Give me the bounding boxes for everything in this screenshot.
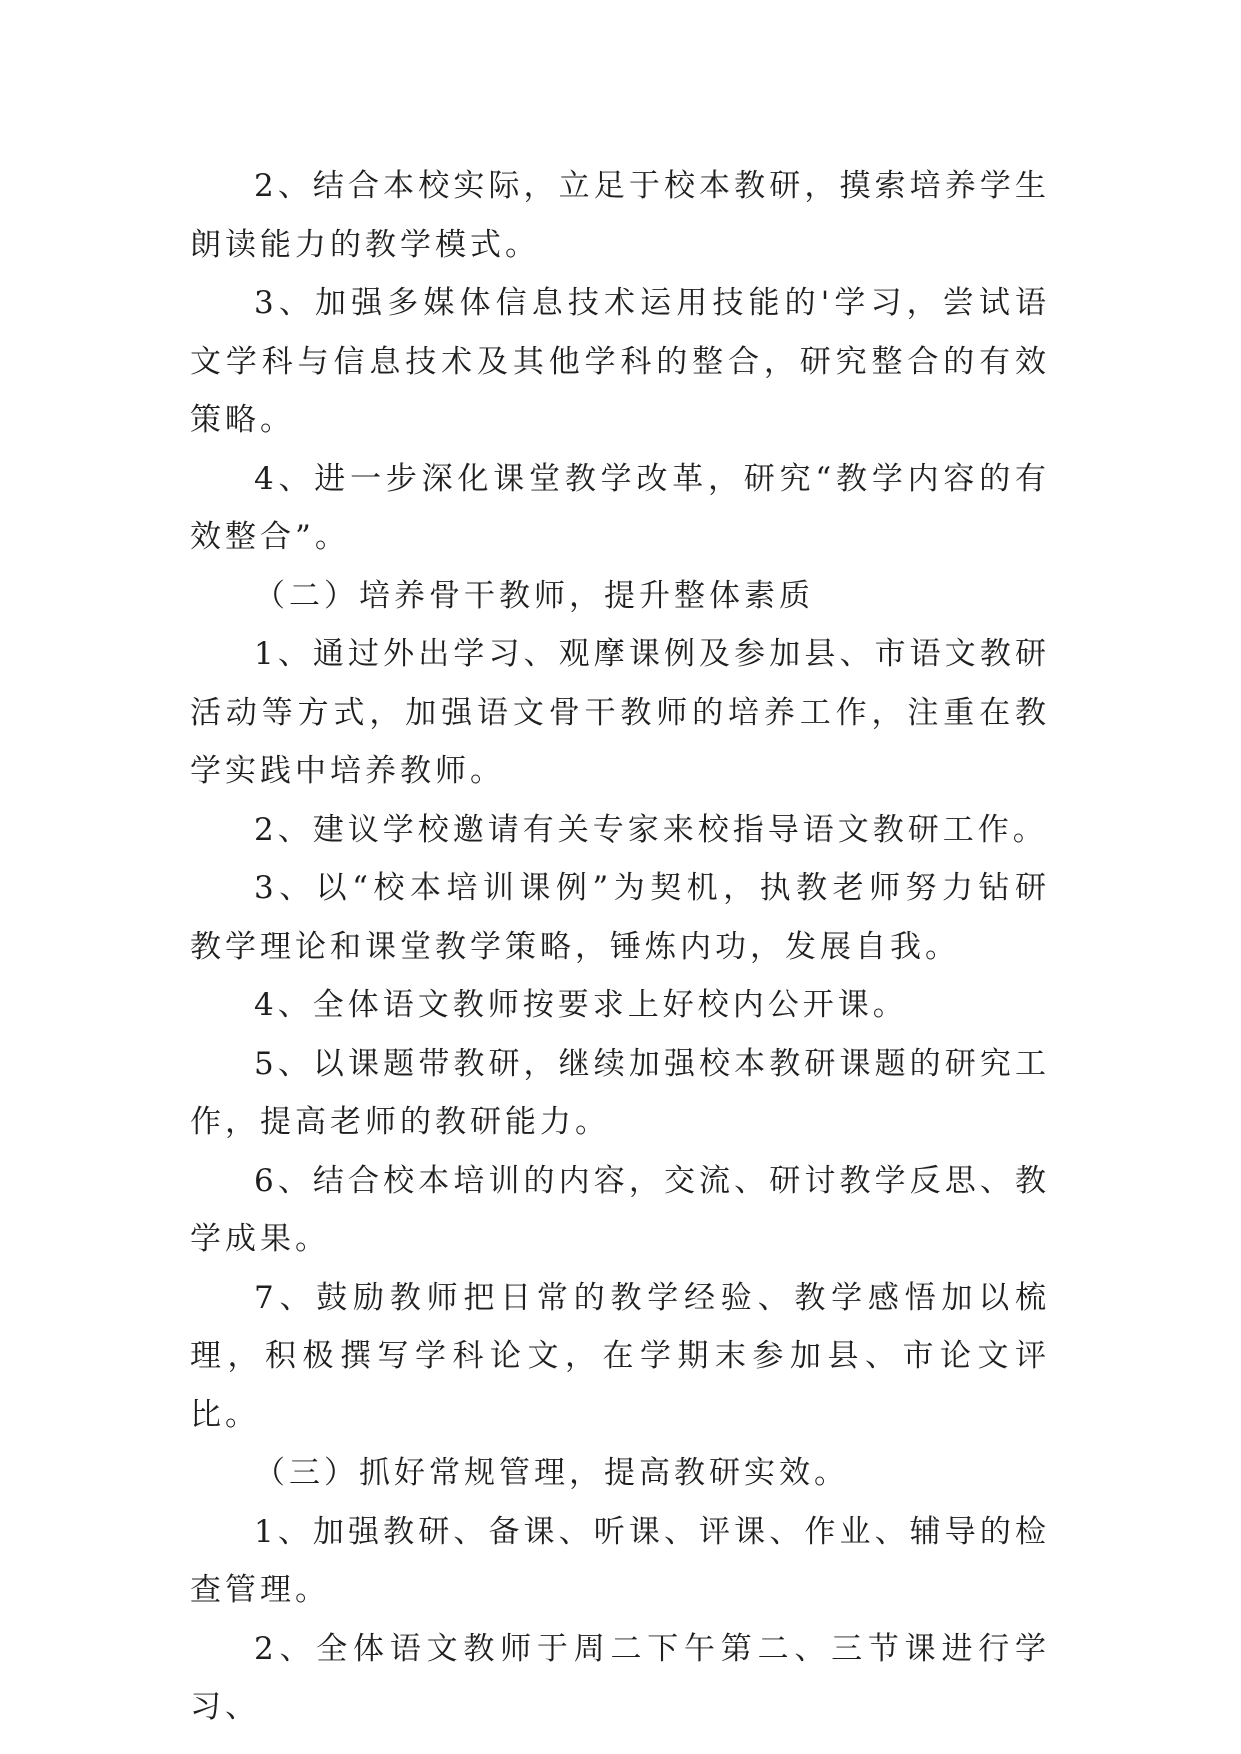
document-body <box>190 157 1050 1737</box>
paragraph: 1、加强教研、备课、听课、评课、作业、辅导的检查管理。 <box>190 1513 1050 1608</box>
section-heading: （二）培养骨干教师，提升整体素质 <box>254 577 814 614</box>
paragraph: 1、通过外出学习、观摩课例及参加县、市语文教研活动等方式，加强语文骨干教师的培养工作，注重在教学实践中培养教师。 <box>190 636 1050 789</box>
paragraph: 7、鼓励教师把日常的教学经验、教学感悟加以梳理，积极撰写学科论文，在学期末参加县、市论文评比。 <box>190 1279 1050 1433</box>
paragraph: 2、全体语文教师于周二下午第二、三节课进行学习、 <box>190 1630 1050 1725</box>
section-heading: （三）抓好常规管理，提高教研实效。 <box>254 1455 849 1491</box>
paragraph: 2、结合本校实际，立足于校本教研，摸索培养学生朗读能力的教学模式。 <box>190 168 1050 263</box>
paragraph: 4、进一步深化课堂教学改革，研究“教学内容的有效整合”。 <box>190 460 1050 555</box>
paragraph: 5、以课题带教研，继续加强校本教研课题的研究工作，提高老师的教研能力。 <box>190 1045 1050 1140</box>
paragraph: 2、建议学校邀请有关专家来校指导语文教研工作。 <box>254 811 1048 848</box>
paragraph: 3、以“校本培训课例”为契机，执教老师努力钻研教学理论和课堂教学策略，锤炼内功，发展自我。 <box>190 870 1050 965</box>
paragraph: 4、全体语文教师按要求上好校内公开课。 <box>254 987 908 1023</box>
paragraph: 6、结合校本培训的内容，交流、研讨教学反思、教学成果。 <box>190 1162 1050 1257</box>
paragraph: 3、加强多媒体信息技术运用技能的'学习，尝试语文学科与信息技术及其他学科的整合，研究整合的有效策略。 <box>190 285 1050 438</box>
